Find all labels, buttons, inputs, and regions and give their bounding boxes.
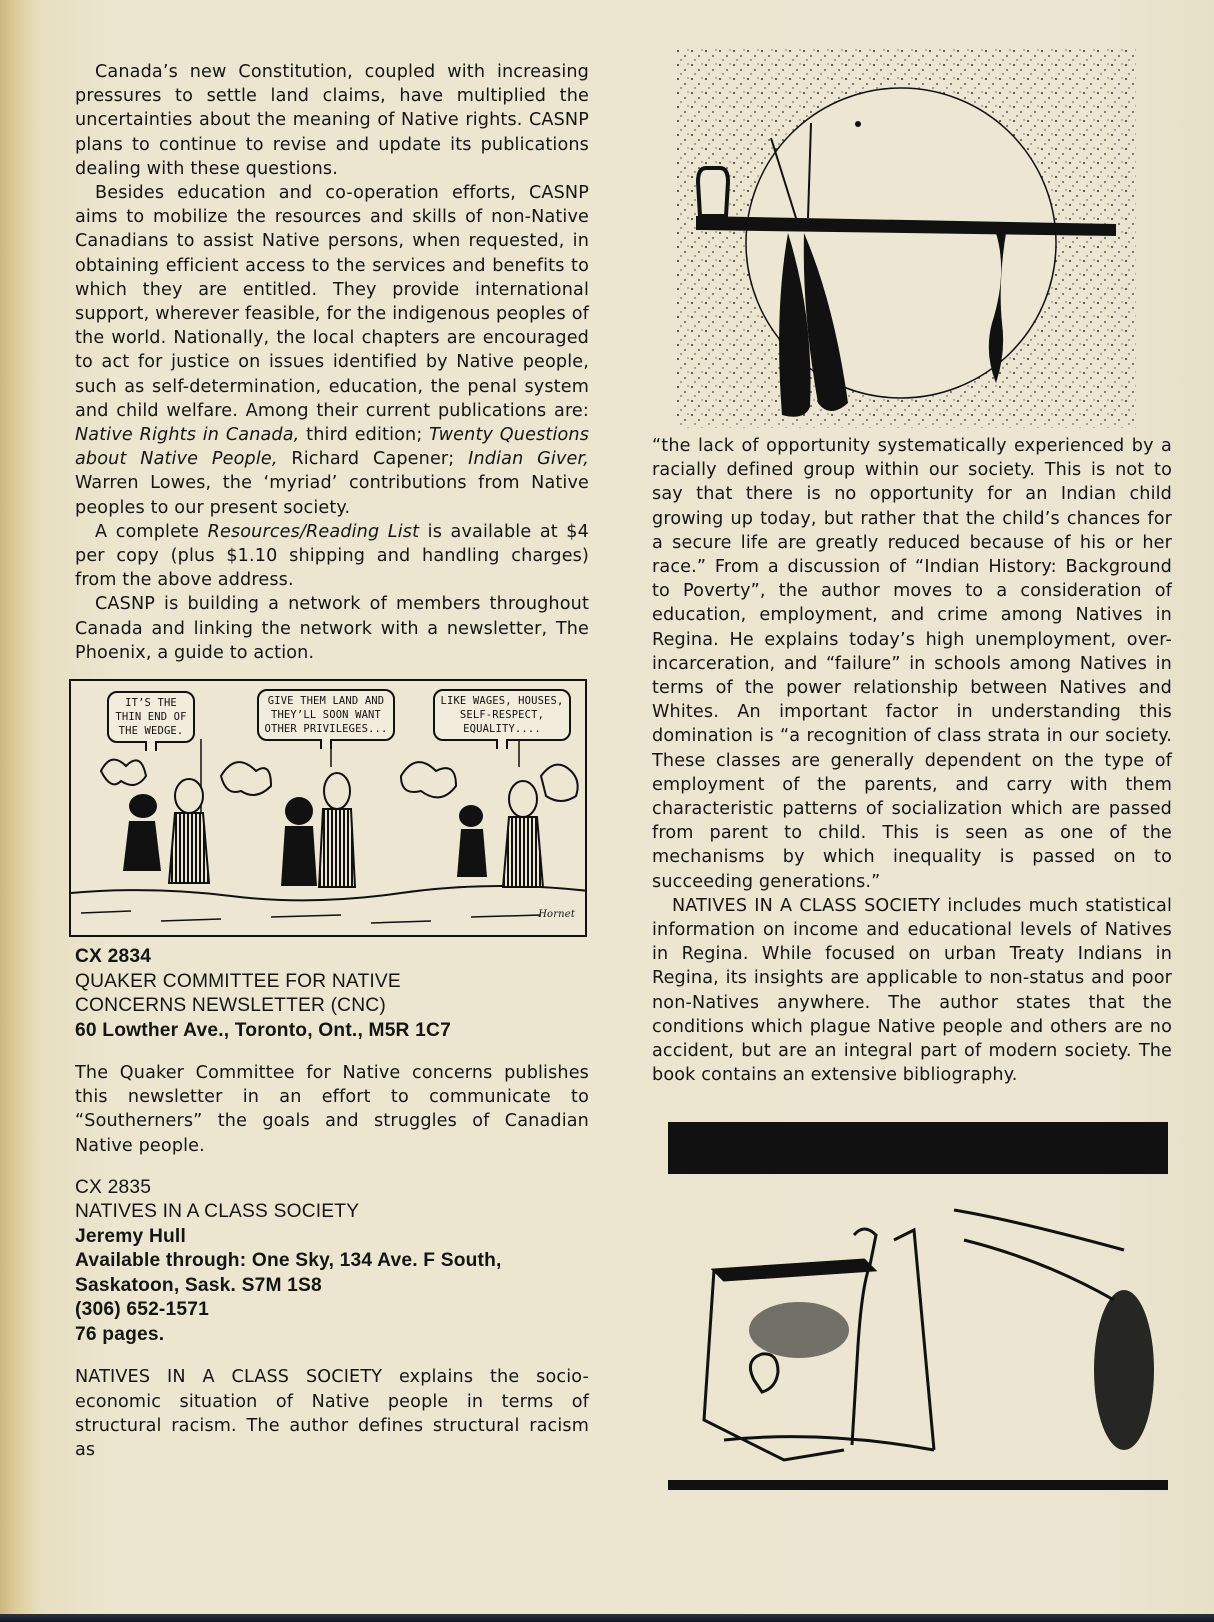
paragraph-reading-list bbox=[75, 520, 589, 593]
paragraph-class-society-summary: NATIVES IN A CLASS SOCIETY includes much statistical information on income and educational levels of Natives in Regina. While focused on urban Treaty Indians in Regina, its insights are applicable to non-status and poor non-Natives anywhere. The author states that the conditions which plague Native people and others are no accident, but are an integral part of modern society. The book contains an extensive bibliography. bbox=[652, 895, 1172, 1086]
peace-pipe-illustration bbox=[676, 48, 1136, 428]
entry-title-line1: QUAKER COMMITTEE FOR NATIVE bbox=[75, 970, 401, 992]
entry-address: 60 Lowther Ave., Toronto, Ont., M5R 1C7 bbox=[75, 1019, 451, 1041]
paragraph-network: CASNP is building a network of members throughout Canada and linking the network with a newsletter, The Phoenix, a guide to action. bbox=[75, 594, 589, 663]
publication-title-twenty-questions: Twenty Questions about Native People, bbox=[75, 425, 590, 470]
entry-availability-city: Saskatoon, Sask. S7M 1S8 bbox=[75, 1274, 322, 1296]
reading-list-title: Resources/Reading List bbox=[207, 521, 420, 542]
publication-note: third edition; bbox=[299, 425, 430, 446]
reading-list-suffix: is available at $4 per copy (plus $1.10 shipping and handling charges) from the above address. bbox=[75, 521, 589, 591]
bottom-black-bar bbox=[668, 1480, 1168, 1490]
entry-phone: (306) 652-1571 bbox=[75, 1299, 210, 1321]
speech-bubble-1: IT’S THE THIN END OF THE WEDGE. bbox=[107, 691, 195, 743]
entry-cx-2834-header bbox=[75, 945, 589, 1043]
ink-figures-illustration bbox=[664, 1120, 1174, 1496]
publication-title-indian-giver: Indian Giver, bbox=[468, 449, 589, 470]
publication-title-native-rights: Native Rights in Canada, bbox=[75, 425, 300, 446]
paragraph-casnp-aims bbox=[75, 181, 589, 520]
ink-figures-drawing bbox=[664, 1120, 1174, 1496]
entry-cx-2834-description: The Quaker Committee for Native concerns publishes this newsletter in an effort to communicate to “Southerners” the goals and struggles of Canadian Native people. bbox=[75, 1063, 589, 1156]
cartoon-illustration bbox=[69, 679, 587, 937]
entry-availability: Available through: One Sky, 134 Ave. F South, bbox=[75, 1250, 502, 1272]
publication-note: Warren Lowes, the ‘myriad’ contributions from Native peoples to our present society. bbox=[75, 473, 589, 518]
entry-title: NATIVES IN A CLASS SOCIETY bbox=[75, 1201, 360, 1223]
entry-code: CX 2834 bbox=[75, 946, 152, 968]
speech-bubble-3: LIKE WAGES, HOUSES, SELF-RESPECT, EQUALITY.... bbox=[433, 689, 571, 741]
cartoon-signature: Hornet bbox=[538, 908, 575, 920]
entry-cx-2835-description: NATIVES IN A CLASS SOCIETY explains the socio-economic situation of Native people in terms of structural racism. The author defines structural racism as bbox=[75, 1367, 589, 1460]
speech-bubble-2: GIVE THEM LAND AND THEY’LL SOON WANT OTHER PRIVILEGES... bbox=[257, 689, 395, 741]
entry-cx-2835-header bbox=[75, 1176, 589, 1348]
paragraph-structural-racism-quote: “the lack of opportunity systematically experienced by a racially defined group within our society. This is not to say that there is no opportunity for an Indian child growing up today, but rather that the child’s chances for a secure life are greatly reduced because of his or her race.” From a discussion of “Indian History: Background to Poverty”, the author moves to a consideration of education, employment, and crime among Natives in Regina. He explains today’s high unemployment, over-incarceration, and “failure” in schools among Natives in terms of the power relationship between Natives and Whites. An important factor in understanding this domination is “a recognition of class strata in our society. These classes are generally dependent on the type of employment of the parents, and carry with them characteristic patterns of socialization which are passed from parent to child. This is seen as one of the mechanisms by which inequality is passed on to succeeding generations.” bbox=[652, 436, 1172, 892]
peace-pipe-drawing bbox=[676, 48, 1136, 428]
reading-list-prefix: A complete bbox=[95, 521, 208, 542]
entry-author: Jeremy Hull bbox=[75, 1225, 186, 1247]
entry-pages: 76 pages. bbox=[75, 1323, 165, 1345]
page-bottom-edge bbox=[0, 1614, 1214, 1622]
entry-title-line2: CONCERNS NEWSLETTER (CNC) bbox=[75, 995, 386, 1017]
top-black-bar bbox=[668, 1122, 1168, 1174]
casnp-aims-text: Besides education and co-operation efforts, CASNP aims to mobilize the resources and skills of non-Native Canadians to assist Native persons, when requested, in obtaining efficient access to the services and benefits to which they are entitled. They provide international support, wherever feasible, for the indigenous peoples of the world. Nationally, the local chapters are encouraged to act for justice on issues identified by Native people, such as self-determination, education, the penal system and child welfare. Among their current publications are: bbox=[75, 183, 589, 421]
left-column bbox=[75, 60, 589, 1462]
right-column bbox=[652, 434, 1172, 1087]
entry-code: CX 2835 bbox=[75, 1176, 152, 1198]
paragraph-constitution: Canada’s new Constitution, coupled with increasing pressures to settle land claims, have multiplied the uncertainties about the meaning of Native rights. CASNP plans to continue to revise and update its publications dealing with these questions. bbox=[75, 62, 589, 179]
publication-note: Richard Capener; bbox=[277, 449, 469, 470]
